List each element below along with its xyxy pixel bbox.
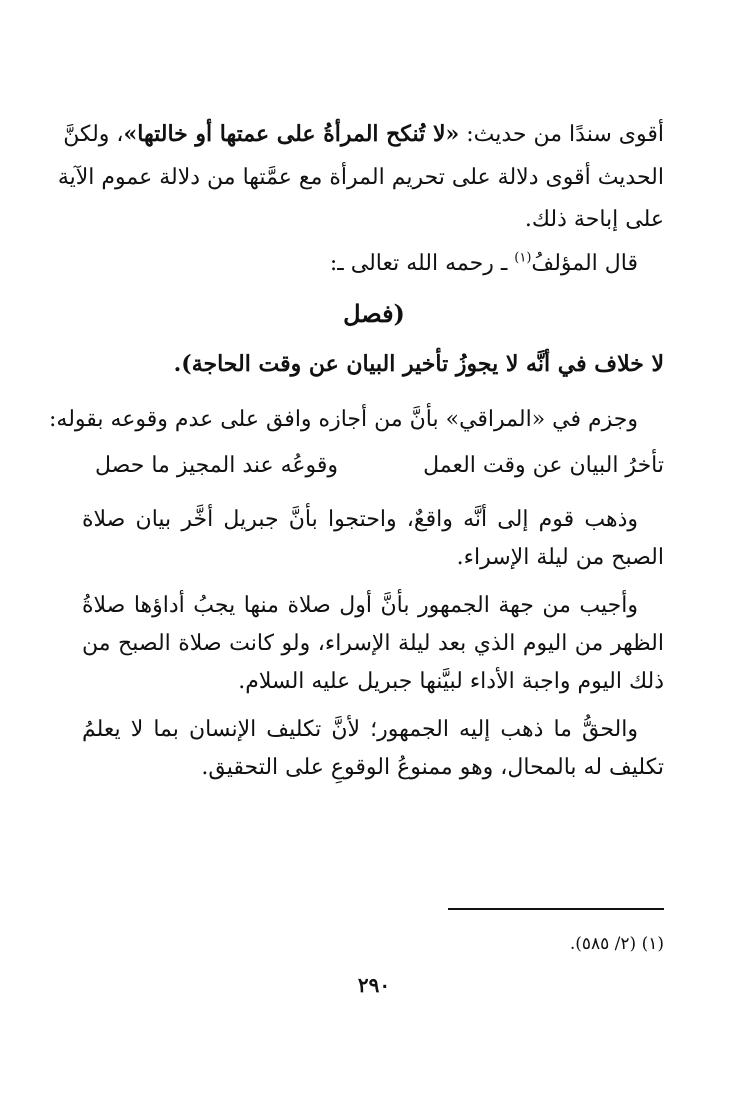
author-prayer: ـ رحمه الله تعالى ـ: [329, 251, 515, 276]
body-line-1 [63, 116, 664, 153]
section-title: (فصل [343, 299, 405, 328]
author-label: قال المؤلفُ [531, 251, 638, 276]
paragraph-4-line-1: والحقُّ ما ذهب إليه الجمهور؛ لأنَّ تكليف الإنسان بما لا يعلمُ [82, 717, 638, 742]
body-line-3: على إباحة ذلك. [524, 207, 664, 232]
paragraph-2-line-2: الصبح من ليلة الإسراء. [456, 545, 664, 570]
author-attribution [56, 246, 638, 282]
body-text: ، ولكنَّ [63, 122, 124, 147]
verse-hemistich-right: تأخرُ البيان عن وقت العمل [423, 453, 664, 478]
paragraph-2-line-1: وذهب قوم إلى أنَّه واقعٌ، واحتجوا بأنَّ جبريل أخَّر بيان صلاة [82, 507, 638, 532]
page-number: ٢٩٠ [357, 973, 391, 997]
hadith-quote: «لا تُنكح المرأةُ على عمتها أو خالتها» [123, 121, 460, 147]
body-text: أقوى سندًا من حديث: [459, 122, 664, 147]
verse-hemistich-left: وقوعُه عند المجيز ما حصل [95, 453, 339, 478]
paragraph-3-line-3: ذلك اليوم واجبة الأداء لبيَّنها جبريل عليه السلام. [238, 669, 664, 694]
paragraph-1: وجزم في «المراقي» بأنَّ من أجازه وافق على عدم وقوعه بقوله: [48, 407, 638, 432]
footnote-marker: (١) [514, 250, 532, 266]
footnote-separator [448, 908, 664, 910]
paragraph-3-line-2: الظهر من اليوم الذي بعد ليلة الإسراء، ولو كانت صلاة الصبح من [82, 631, 664, 656]
paragraph-4-line-2: تكليف له بالمحال، وهو ممنوعُ الوقوعِ على التحقيق. [201, 755, 664, 780]
section-heading: لا خلاف في أنَّه لا يجوزُ تأخير البيان عن وقت الحاجة). [173, 351, 664, 377]
paragraph-3-line-1: وأجيب من جهة الجمهور بأنَّ أول صلاة منها يجبُ أداؤها صلاةُ [82, 593, 638, 618]
body-line-2: الحديث أقوى دلالة على تحريم المرأة مع عمَّتها من دلالة عموم الآية [57, 165, 664, 190]
footnote: (١) (٢/ ٥٨٥). [569, 934, 664, 954]
